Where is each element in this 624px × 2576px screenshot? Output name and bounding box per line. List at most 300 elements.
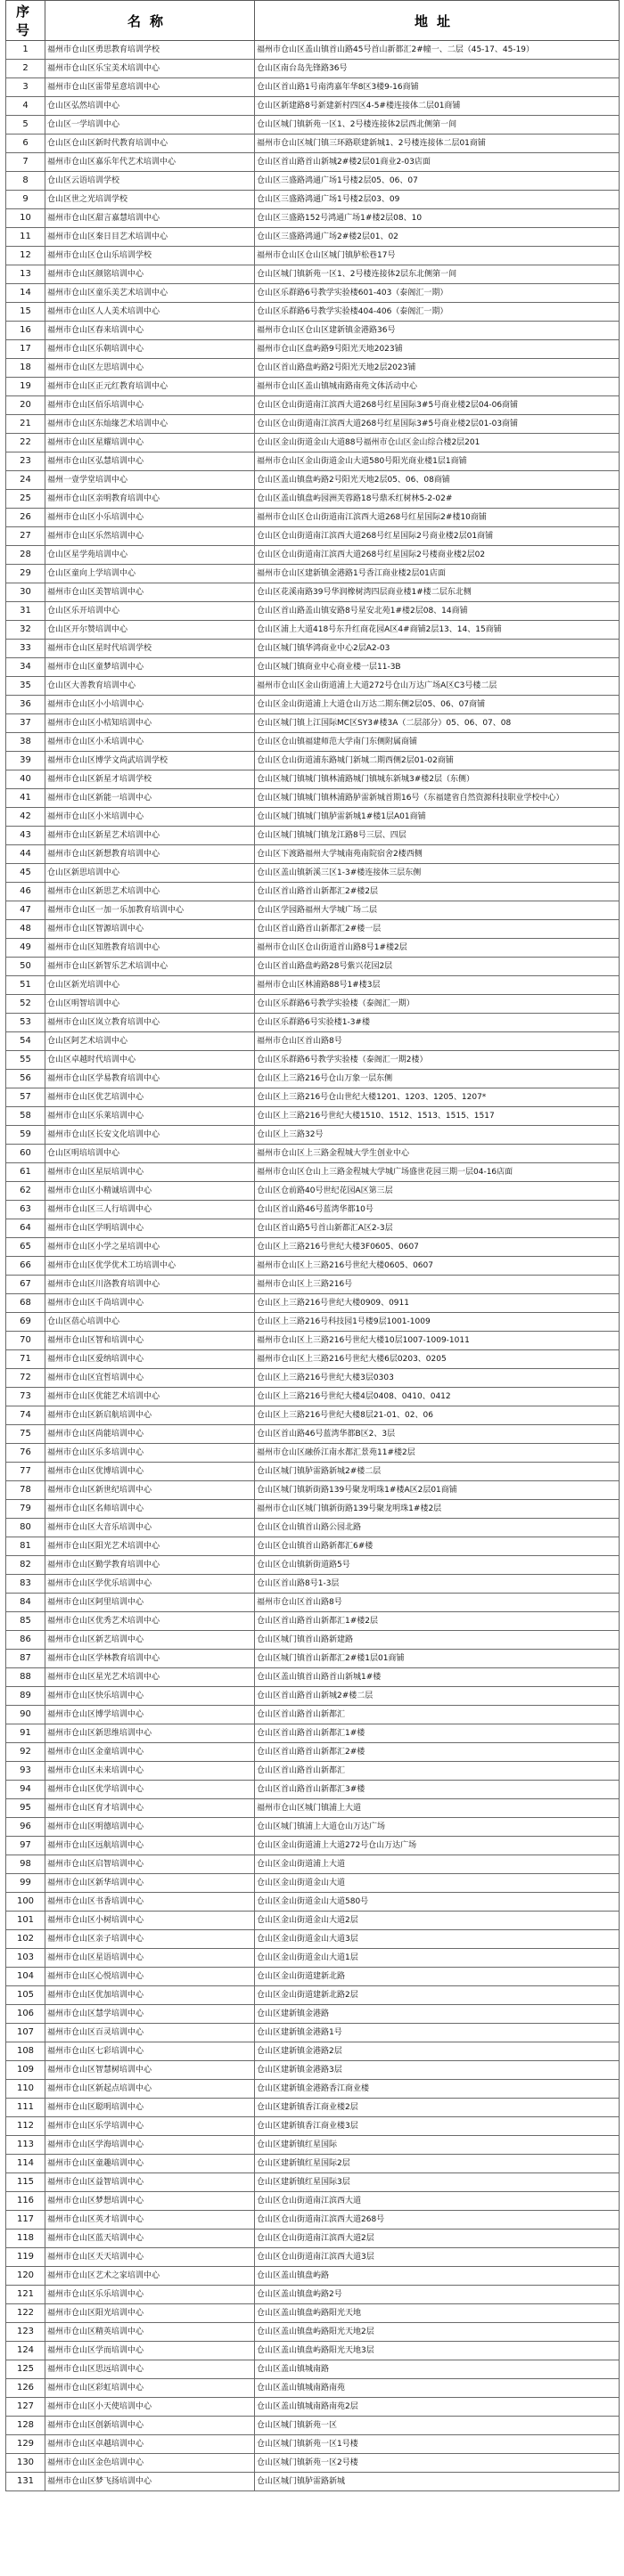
row-name: 福州市仓山区勤学教育培训中心 <box>45 1556 255 1575</box>
row-name: 福州市仓山区小精诚培训中心 <box>45 1182 255 1201</box>
row-address: 仓山区首山路盘屿路28号紫兴花园2层 <box>255 958 620 976</box>
row-address: 仓山区城门镇新苑一区1、2号楼连接体2层东北侧第一间 <box>255 265 620 284</box>
row-address: 仓山区新建路8号新建新村四区4-5#楼连接体二层01商铺 <box>255 97 620 116</box>
table-row <box>6 1537 620 1556</box>
row-num: 26 <box>6 509 45 527</box>
row-address: 福州市仓山区金山街道金山大道580号阳光商业楼1层1商铺 <box>255 452 620 471</box>
row-name: 福州市仓山区智慧树培训中心 <box>45 2061 255 2080</box>
table-row <box>6 621 620 640</box>
row-name: 福州市仓山区星光艺术培训中心 <box>45 1668 255 1687</box>
table-row <box>6 1294 620 1313</box>
row-name: 福州市仓山区优学培训中心 <box>45 1781 255 1799</box>
row-num: 40 <box>6 770 45 789</box>
row-name: 福州市仓山区千尚培训中心 <box>45 1294 255 1313</box>
table-row <box>6 1930 620 1949</box>
row-num: 92 <box>6 1743 45 1762</box>
row-address: 福州市仓山区上三路216号 <box>255 1276 620 1294</box>
table-row <box>6 2099 620 2117</box>
row-address: 仓山区仓山街道南江滨西大道268号红星国际3#5号商业楼2层04-06商铺 <box>255 396 620 415</box>
row-address: 福州市仓山区盖山镇城南路南苑文体活动中心 <box>255 378 620 396</box>
table-row <box>6 1818 620 1837</box>
table-row <box>6 359 620 378</box>
row-address: 仓山区上三路216号仓山万象一层东侧 <box>255 1070 620 1088</box>
table-row <box>6 41 620 60</box>
row-num: 123 <box>6 2323 45 2342</box>
row-num: 47 <box>6 901 45 920</box>
row-name: 福州市仓山区星耀培训中心 <box>45 434 255 452</box>
row-name: 福州市仓山区精英培训中心 <box>45 2323 255 2342</box>
row-name: 福州市仓山区益智培训中心 <box>45 2173 255 2192</box>
row-name: 福州市仓山区优艺培训中心 <box>45 1088 255 1107</box>
row-num: 25 <box>6 490 45 509</box>
row-address: 仓山区首山路首山新都汇1#楼 <box>255 1724 620 1743</box>
row-num: 17 <box>6 340 45 359</box>
row-num: 108 <box>6 2042 45 2061</box>
row-num: 67 <box>6 1276 45 1294</box>
row-num: 46 <box>6 883 45 901</box>
table-row <box>6 640 620 658</box>
row-num: 79 <box>6 1500 45 1519</box>
table-row <box>6 1556 620 1575</box>
row-address: 仓山区金山街道浦上大道 <box>255 1855 620 1874</box>
table-row <box>6 752 620 770</box>
row-address: 仓山区首山路首山新都汇3#楼 <box>255 1781 620 1799</box>
row-name: 仓山区卓越时代培训中心 <box>45 1051 255 1070</box>
row-num: 97 <box>6 1837 45 1855</box>
table-row <box>6 1032 620 1051</box>
row-name: 福州市仓山区小禾培训中心 <box>45 733 255 752</box>
row-address: 仓山区首山路首山新城2#楼2层01商业2-03店面 <box>255 153 620 172</box>
row-address: 仓山区仓山街道南江滨西大道 <box>255 2192 620 2211</box>
row-name: 福州市仓山区乐然培训中心 <box>45 527 255 546</box>
row-address: 仓山区金山街道金山大道580号 <box>255 1893 620 1912</box>
row-name: 福州市仓山区勇思教育培训学校 <box>45 41 255 60</box>
row-address: 仓山区三盛路152号鸿通广场1#楼2层08、10 <box>255 209 620 228</box>
table-row <box>6 1313 620 1332</box>
row-name: 福州市仓山区星时代培训学校 <box>45 640 255 658</box>
table-row <box>6 415 620 434</box>
row-name: 福州市仓山区彩虹培训中心 <box>45 2379 255 2398</box>
row-name: 仓山区阿艺术培训中心 <box>45 1032 255 1051</box>
table-row <box>6 1799 620 1818</box>
row-address: 仓山区乐群路6号教学实验楼404-406（泰阁汇一期） <box>255 303 620 322</box>
row-address: 仓山区城门镇胪雷路新城 <box>255 2473 620 2491</box>
row-name: 福州市仓山区快乐培训中心 <box>45 1687 255 1706</box>
row-name: 福州市仓山区人人美术培训中心 <box>45 303 255 322</box>
row-address: 仓山区三盛路鸿通广场1号楼2层03、09 <box>255 191 620 209</box>
row-name: 福州市仓山区新智乐艺术培训中心 <box>45 958 255 976</box>
row-address: 福州市仓山区林浦路88号1#楼3层 <box>255 976 620 995</box>
row-name: 福州市仓山区阿里培训中心 <box>45 1594 255 1612</box>
row-name: 福州市仓山区甜言嘉慧培训中心 <box>45 209 255 228</box>
row-name: 福州市仓山区育才培训中心 <box>45 1799 255 1818</box>
table-row <box>6 1612 620 1631</box>
table-row <box>6 827 620 845</box>
row-name: 福州市仓山区阳光艺术培训中心 <box>45 1537 255 1556</box>
row-num: 75 <box>6 1425 45 1444</box>
table-row <box>6 265 620 284</box>
row-name: 仓山区开尔赞培训中心 <box>45 621 255 640</box>
row-num: 74 <box>6 1406 45 1425</box>
table-row <box>6 1668 620 1687</box>
row-address: 仓山区盖山镇盘屿路阳光天地2层 <box>255 2323 620 2342</box>
row-num: 10 <box>6 209 45 228</box>
row-address: 仓山区建新镇金港路3层 <box>255 2061 620 2080</box>
table-row <box>6 995 620 1014</box>
row-name: 福州市仓山区英才培训中心 <box>45 2211 255 2230</box>
row-address: 福州市仓山区上三路216号世纪大楼10层1007-1009-1011 <box>255 1332 620 1350</box>
row-name: 福州市仓山区左思培训中心 <box>45 359 255 378</box>
row-address: 福州市仓山区仓山上三路金程城大学城广场盛世花园三期一层04-16店面 <box>255 1163 620 1182</box>
row-num: 130 <box>6 2454 45 2473</box>
row-num: 62 <box>6 1182 45 1201</box>
row-num: 3 <box>6 78 45 97</box>
row-num: 52 <box>6 995 45 1014</box>
table-row <box>6 958 620 976</box>
row-num: 89 <box>6 1687 45 1706</box>
row-num: 131 <box>6 2473 45 2491</box>
row-num: 80 <box>6 1519 45 1537</box>
row-name: 福州市仓山区乐朝培训中心 <box>45 340 255 359</box>
table-row <box>6 135 620 153</box>
table-row <box>6 1575 620 1594</box>
table-row <box>6 303 620 322</box>
table-row <box>6 509 620 527</box>
row-num: 53 <box>6 1014 45 1032</box>
row-num: 116 <box>6 2192 45 2211</box>
row-address: 福州市仓山区首山路8号 <box>255 1032 620 1051</box>
table-row <box>6 153 620 172</box>
row-address: 仓山区盖山镇盘屿路阳光天地3层 <box>255 2342 620 2360</box>
row-num: 41 <box>6 789 45 808</box>
row-address: 仓山区盖山镇城南路南苑 <box>255 2379 620 2398</box>
row-num: 107 <box>6 2024 45 2042</box>
row-num: 5 <box>6 116 45 135</box>
table-row <box>6 1463 620 1481</box>
row-address: 仓山区金山街道浦上大道272号仓山万达广场 <box>255 1837 620 1855</box>
row-num: 128 <box>6 2417 45 2435</box>
row-address: 仓山区仓山镇福建师范大学南门东侧附属商铺 <box>255 733 620 752</box>
table-row <box>6 1126 620 1145</box>
table-row <box>6 97 620 116</box>
row-name: 福州市仓山区百灵培训中心 <box>45 2024 255 2042</box>
row-address: 仓山区仓山街道南江滨西大道268号红星国际3#5号商业楼2层01-03商铺 <box>255 415 620 434</box>
row-num: 93 <box>6 1762 45 1781</box>
row-num: 86 <box>6 1631 45 1650</box>
row-num: 18 <box>6 359 45 378</box>
row-address: 仓山区下渡路福州大学城南苑南院宿舍2楼西侧 <box>255 845 620 864</box>
table-row <box>6 1051 620 1070</box>
row-name: 福州市仓山区心悦培训中心 <box>45 1968 255 1986</box>
row-num: 44 <box>6 845 45 864</box>
row-name: 福州市仓山区佰乐培训中心 <box>45 396 255 415</box>
row-name: 福州市仓山区乐学培训中心 <box>45 2117 255 2136</box>
table-row <box>6 1332 620 1350</box>
table-row <box>6 1594 620 1612</box>
row-num: 113 <box>6 2136 45 2155</box>
row-name: 福州市仓山区正元红教育培训中心 <box>45 378 255 396</box>
row-name: 福州市仓山区七彩培训中心 <box>45 2042 255 2061</box>
row-num: 94 <box>6 1781 45 1799</box>
row-name: 福州市仓山区远航培训中心 <box>45 1837 255 1855</box>
row-num: 104 <box>6 1968 45 1986</box>
table-row <box>6 696 620 714</box>
row-num: 91 <box>6 1724 45 1743</box>
row-num: 1 <box>6 41 45 60</box>
row-num: 14 <box>6 284 45 303</box>
row-address: 福州市仓山区首山路8号 <box>255 1594 620 1612</box>
row-address: 仓山区首山路首山新都汇2#楼一层 <box>255 920 620 939</box>
row-name: 福州市仓山区学林教育培训中心 <box>45 1650 255 1668</box>
table-row <box>6 490 620 509</box>
row-address: 仓山区上三路216号世纪大楼4层0408、0410、0412 <box>255 1388 620 1406</box>
row-address: 仓山区城门镇首山路新建路 <box>255 1631 620 1650</box>
table-row <box>6 527 620 546</box>
row-name: 福州市仓山区优秀艺术培训中心 <box>45 1612 255 1631</box>
row-name: 福州市仓山区美智培训中心 <box>45 583 255 602</box>
row-num: 111 <box>6 2099 45 2117</box>
table-row <box>6 845 620 864</box>
row-name: 福州市仓山区新思维培训中心 <box>45 1724 255 1743</box>
row-name: 福州市仓山区春来培训中心 <box>45 322 255 340</box>
row-address: 福州市仓山区金山街道浦上大道272号仓山万达广场A区C3号楼二层 <box>255 677 620 696</box>
row-num: 22 <box>6 434 45 452</box>
table-row <box>6 2323 620 2342</box>
table-row <box>6 1631 620 1650</box>
row-name: 福州市仓山区聪明培训中心 <box>45 2099 255 2117</box>
row-name: 福州市仓山区小乐培训中心 <box>45 509 255 527</box>
row-num: 39 <box>6 752 45 770</box>
row-address: 仓山区城门镇新苑一区1、2号楼连接体2层西北侧第一间 <box>255 116 620 135</box>
table-row <box>6 2024 620 2042</box>
table-row <box>6 602 620 621</box>
row-name: 仓山区蓓心培训中心 <box>45 1313 255 1332</box>
table-row <box>6 1481 620 1500</box>
table-row <box>6 2286 620 2304</box>
row-num: 65 <box>6 1238 45 1257</box>
table-row <box>6 2473 620 2491</box>
row-num: 109 <box>6 2061 45 2080</box>
table-row <box>6 2155 620 2173</box>
row-address: 仓山区盖山镇盘屿路 <box>255 2267 620 2286</box>
row-address: 仓山区建新镇红星国际2层 <box>255 2155 620 2173</box>
row-name: 福州市仓山区仓山乐培训学校 <box>45 247 255 265</box>
row-name: 福州市仓山区学易教育培训中心 <box>45 1070 255 1088</box>
row-num: 68 <box>6 1294 45 1313</box>
row-name: 福州市仓山区优能艺术培训中心 <box>45 1388 255 1406</box>
row-name: 福州市仓山区卓越培训中心 <box>45 2435 255 2454</box>
row-name: 仓山区明智培训中心 <box>45 995 255 1014</box>
table-row <box>6 1388 620 1406</box>
table-row <box>6 1650 620 1668</box>
row-address: 仓山区盖山镇城南路南苑2层 <box>255 2398 620 2417</box>
row-name: 仓山区弘然培训中心 <box>45 97 255 116</box>
row-address: 仓山区上三路216号世纪大楼1510、1512、1513、1515、1517 <box>255 1107 620 1126</box>
row-num: 122 <box>6 2304 45 2323</box>
row-name: 福州市仓山区星辰培训中心 <box>45 1163 255 1182</box>
table-row <box>6 976 620 995</box>
row-address: 仓山区建新镇红星国际3层 <box>255 2173 620 2192</box>
row-num: 59 <box>6 1126 45 1145</box>
row-num: 129 <box>6 2435 45 2454</box>
row-num: 76 <box>6 1444 45 1463</box>
row-name: 福州市仓山区大音乐培训中心 <box>45 1519 255 1537</box>
row-name: 福州市仓山区博学培训中心 <box>45 1706 255 1724</box>
row-address: 仓山区仓山街道浦东路城门新城二期西侧2层01-02商铺 <box>255 752 620 770</box>
table-row <box>6 1070 620 1088</box>
row-num: 127 <box>6 2398 45 2417</box>
row-name: 福州市仓山区亲明教育培训中心 <box>45 490 255 509</box>
table-row <box>6 247 620 265</box>
row-address: 仓山区城门镇城门镇胪雷新城1#楼1层A01商铺 <box>255 808 620 827</box>
row-address: 仓山区上三路216号世纪大楼8层21-01、02、06 <box>255 1406 620 1425</box>
row-address: 仓山区仓山街道南江滨西大道2层 <box>255 2230 620 2248</box>
row-name: 福州市仓山区慧学培训中心 <box>45 2005 255 2024</box>
table-row <box>6 2230 620 2248</box>
row-num: 81 <box>6 1537 45 1556</box>
row-address: 仓山区城门镇城门镇林浦路胪雷新城首期16号（东福建省自然资源科技职业学校中心） <box>255 789 620 808</box>
row-address: 仓山区金山街道浦上大道仓山万达二期东侧2层05、06、07商铺 <box>255 696 620 714</box>
row-address: 仓山区首山路首山新都汇 <box>255 1706 620 1724</box>
row-num: 24 <box>6 471 45 490</box>
row-num: 11 <box>6 228 45 247</box>
table-row <box>6 808 620 827</box>
row-address: 仓山区仓山街道南江滨西大道268号红星国际2号商业楼2层01商铺 <box>255 527 620 546</box>
row-name: 福州市仓山区明德培训中心 <box>45 1818 255 1837</box>
table-row <box>6 2173 620 2192</box>
row-name: 福州市仓山区天天培训中心 <box>45 2248 255 2267</box>
row-num: 43 <box>6 827 45 845</box>
row-num: 34 <box>6 658 45 677</box>
table-row <box>6 1444 620 1463</box>
table-row <box>6 2005 620 2024</box>
table-row <box>6 901 620 920</box>
row-num: 57 <box>6 1088 45 1107</box>
row-address: 仓山区建新镇金港路2层 <box>255 2042 620 2061</box>
row-address: 仓山区建新镇金港路香江商业楼 <box>255 2080 620 2099</box>
row-address: 福州市仓山区仓山街道首山路8号1#楼2层 <box>255 939 620 958</box>
table-row <box>6 1145 620 1163</box>
table-row <box>6 1986 620 2005</box>
table-row <box>6 2267 620 2286</box>
row-name: 福州市仓山区金童培训中心 <box>45 1743 255 1762</box>
row-num: 4 <box>6 97 45 116</box>
row-num: 61 <box>6 1163 45 1182</box>
table-row <box>6 546 620 565</box>
table-row <box>6 1350 620 1369</box>
table-row <box>6 1855 620 1874</box>
row-name: 福州市仓山区童乐美艺术培训中心 <box>45 284 255 303</box>
row-address: 仓山区金山街道建新北路 <box>255 1968 620 1986</box>
row-num: 28 <box>6 546 45 565</box>
row-address: 仓山区首山路盖山镇安路8号星安北苑1#楼2层08、14商铺 <box>255 602 620 621</box>
table-row <box>6 60 620 78</box>
table-body <box>6 41 620 2491</box>
row-name: 福州一壹学堂培训中心 <box>45 471 255 490</box>
row-address: 仓山区三盛路鸿通广场1号楼2层05、06、07 <box>255 172 620 191</box>
row-num: 90 <box>6 1706 45 1724</box>
table-row <box>6 2379 620 2398</box>
table-row <box>6 2435 620 2454</box>
row-name: 福州市仓山区启智培训中心 <box>45 1855 255 1874</box>
table-row <box>6 1687 620 1706</box>
row-num: 48 <box>6 920 45 939</box>
table-row <box>6 452 620 471</box>
row-address: 仓山区城门镇新苑一区 <box>255 2417 620 2435</box>
row-num: 7 <box>6 153 45 172</box>
row-address: 仓山区首山路5号首山新都汇A区2-3层 <box>255 1219 620 1238</box>
row-num: 55 <box>6 1051 45 1070</box>
row-address: 仓山区上三路216号科技园1号楼9层1001-1009 <box>255 1313 620 1332</box>
table-row <box>6 1406 620 1425</box>
row-name: 福州市仓山区新星才培训学校 <box>45 770 255 789</box>
row-address: 仓山区金山街道金山大道 <box>255 1874 620 1893</box>
row-address: 仓山区建新镇香江商业楼3层 <box>255 2117 620 2136</box>
row-num: 124 <box>6 2342 45 2360</box>
row-num: 16 <box>6 322 45 340</box>
table-row <box>6 471 620 490</box>
table-row <box>6 209 620 228</box>
row-address: 仓山区城门镇新苑一区2号楼 <box>255 2454 620 2473</box>
row-num: 99 <box>6 1874 45 1893</box>
row-address: 仓山区城门镇商业中心商业楼一层11-3B <box>255 658 620 677</box>
table-row <box>6 1968 620 1986</box>
row-num: 64 <box>6 1219 45 1238</box>
row-num: 69 <box>6 1313 45 1332</box>
table-row <box>6 1107 620 1126</box>
row-name: 福州市仓山区川洛教育培训中心 <box>45 1276 255 1294</box>
table-row <box>6 565 620 583</box>
header-num: 序号 <box>6 1 45 41</box>
table-row <box>6 1949 620 1968</box>
table-row <box>6 2454 620 2473</box>
row-name: 福州市仓山区优加培训中心 <box>45 1986 255 2005</box>
row-num: 13 <box>6 265 45 284</box>
row-address: 仓山区城门镇华鸿商业中心2层A2-03 <box>255 640 620 658</box>
row-name: 福州市仓山区博学文尚武培训学校 <box>45 752 255 770</box>
row-num: 105 <box>6 1986 45 2005</box>
row-name: 福州市仓山区新华培训中心 <box>45 1874 255 1893</box>
row-name: 福州市仓山区弘慧培训中心 <box>45 452 255 471</box>
row-num: 95 <box>6 1799 45 1818</box>
row-num: 45 <box>6 864 45 883</box>
row-name: 仓山区乐开培训中心 <box>45 602 255 621</box>
table-row <box>6 2136 620 2155</box>
row-name: 福州市仓山区嘉乐年代艺术培训中心 <box>45 153 255 172</box>
row-name: 福州市仓山区金色培训中心 <box>45 2454 255 2473</box>
row-address: 仓山区金山街道建新北路2层 <box>255 1986 620 2005</box>
row-num: 72 <box>6 1369 45 1388</box>
row-address: 仓山区上三路216号世纪大楼3F0605、0607 <box>255 1238 620 1257</box>
row-num: 49 <box>6 939 45 958</box>
row-address: 仓山区盖山镇盘屿路阳光天地 <box>255 2304 620 2323</box>
row-num: 2 <box>6 60 45 78</box>
row-address: 仓山区首山路首山新都汇2#楼2层 <box>255 883 620 901</box>
row-address: 仓山区金山街道金山大道2层 <box>255 1912 620 1930</box>
table-row <box>6 1088 620 1107</box>
row-num: 60 <box>6 1145 45 1163</box>
row-name: 福州市仓山区小米培训中心 <box>45 808 255 827</box>
row-num: 85 <box>6 1612 45 1631</box>
row-name: 福州市仓山区新想教育培训中心 <box>45 845 255 864</box>
row-num: 66 <box>6 1257 45 1276</box>
row-address: 福州市仓山区仓山区建新镇金港路36号 <box>255 322 620 340</box>
row-name: 福州市仓山区蓝天培训中心 <box>45 2230 255 2248</box>
institutions-table <box>5 0 620 2491</box>
row-name: 福州市仓山区小小培训中心 <box>45 696 255 714</box>
table-row <box>6 1219 620 1238</box>
table-row <box>6 864 620 883</box>
